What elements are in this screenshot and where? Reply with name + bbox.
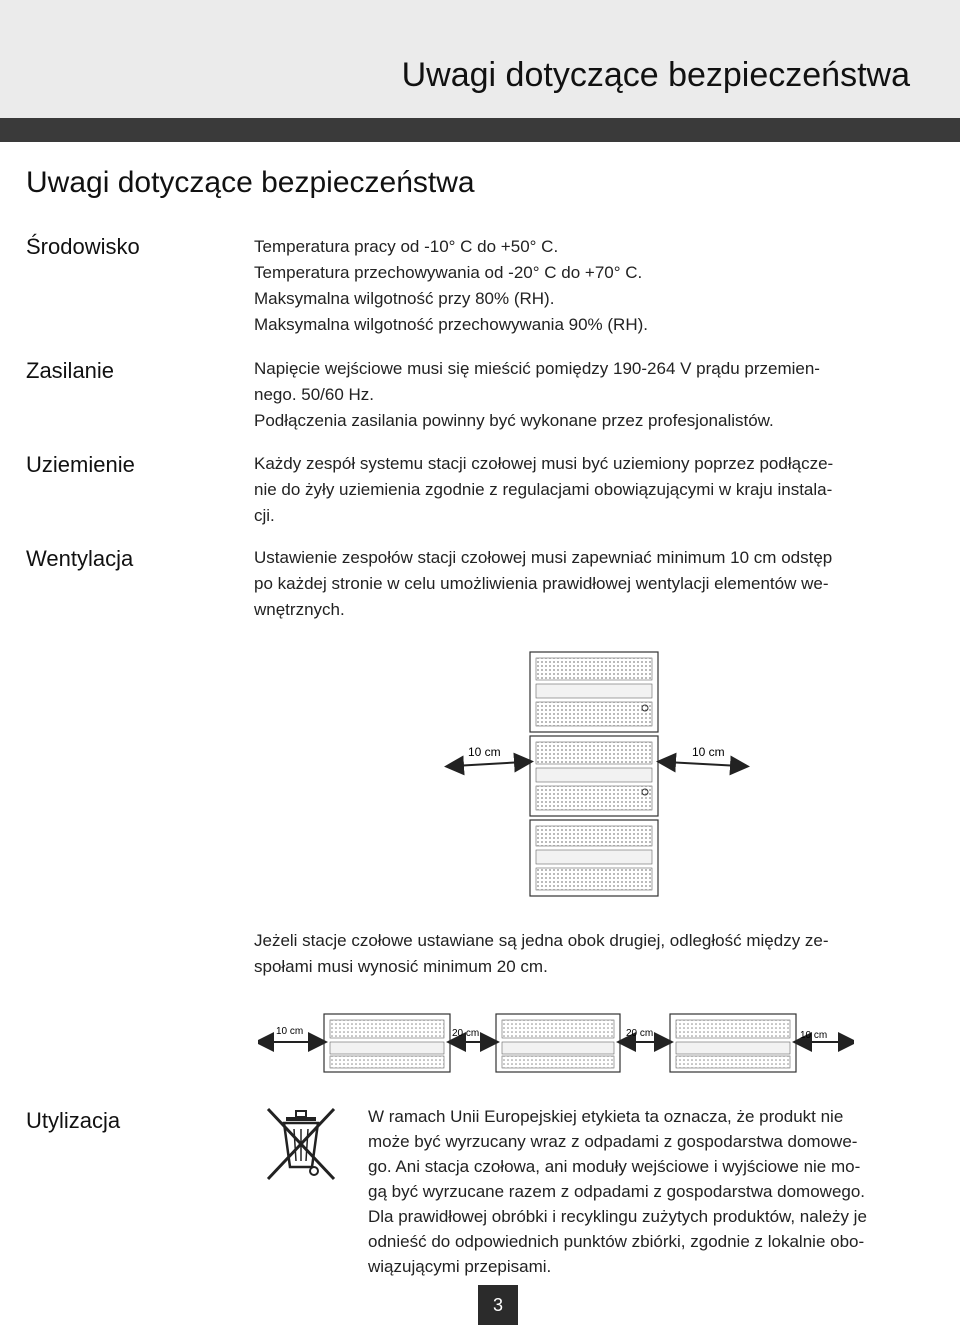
page-heading: Uwagi dotyczące bezpieczeństwa [26,166,475,199]
text-line: go. Ani stacja czołowa, ani moduły wejściowe i wyjściowe nie mo- [368,1157,861,1176]
header-band [0,0,960,118]
text-line: może być wyrzucany wraz z odpadami z gospodarstwa domowe- [368,1132,858,1151]
text-line: wnętrznych. [254,600,345,619]
unit-drawing [496,1014,620,1072]
clearance-label: 20 cm [626,1028,654,1039]
text-line: Napięcie wejściowe musi się mieścić pomiędzy 190-264 V prądu przemien- [254,359,820,378]
text-line: Temperatura pracy od -10° C do +50° C. [254,237,559,256]
section-text-wentylacja [254,545,926,623]
header-bar [0,118,960,142]
text-line: nie do żyły uziemienia zgodnie z regulacjami obowiązującymi w kraju instala- [254,480,833,499]
text-line: wiązującymi przepisami. [368,1257,552,1276]
unit-drawing [530,736,658,816]
section-label-wentylacja: Wentylacja [26,546,134,571]
section-text-zasilanie [254,356,926,434]
clearance-label: 10 cm [800,1030,828,1041]
section-text-utylizacja [368,1104,928,1279]
left-clearance-label: 10 cm [468,745,501,759]
right-clearance-arrow [666,762,740,766]
unit-drawing [530,652,658,732]
clearance-label: 20 cm [452,1028,480,1039]
text-line: społami musi wynosić minimum 20 cm. [254,957,548,976]
text-line: Dla prawidłowej obróbki i recyklingu zużytych produktów, należy je [368,1207,867,1226]
weee-crossed-bin-icon [262,1105,342,1185]
section-label-uziemienie: Uziemienie [26,452,135,477]
stacked-units-figure [440,648,750,900]
text-line: Maksymalna wilgotność przechowywania 90% (RH). [254,315,648,334]
clearance-label: 10 cm [276,1026,304,1037]
text-line: Każdy zespół systemu stacji czołowej musi być uziemiony poprzez podłącze- [254,454,834,473]
section-label-utylizacja: Utylizacja [26,1108,121,1133]
unit-drawing [324,1014,450,1072]
side-by-side-units-figure [258,1010,854,1076]
header-title: Uwagi dotyczące bezpieczeństwa [401,56,910,94]
text-line: Maksymalna wilgotność przy 80% (RH). [254,289,555,308]
text-line: Podłączenia zasilania powinny być wykonane przez profesjonalistów. [254,411,774,430]
text-line: Jeżeli stacje czołowe ustawiane są jedna obok drugiej, odległość między ze- [254,931,829,950]
unit-drawing [530,820,658,896]
text-line: W ramach Unii Europejskiej etykieta ta oznacza, że produkt nie [368,1107,844,1126]
section-text-srodowisko [254,234,926,338]
side-by-side-text [254,928,926,980]
text-line: cji. [254,506,275,525]
right-clearance-label: 10 cm [692,745,725,759]
text-line: Ustawienie zespołów stacji czołowej musi zapewniać minimum 10 cm odstęp [254,548,833,567]
section-label-zasilanie: Zasilanie [26,358,115,383]
section-text-uziemienie [254,451,926,529]
text-line: Temperatura przechowywania od -20° C do +70° C. [254,263,643,282]
text-line: po każdej stronie w celu umożliwienia prawidłowej wentylacji elementów we- [254,574,829,593]
text-line: gą być wyrzucane razem z odpadami z gospodarstwa domowego. [368,1182,866,1201]
page-number: 3 [478,1285,518,1325]
text-line: odnieść do odpowiednich punktów zbiórki, zgodnie z lokalnie obo- [368,1232,865,1251]
unit-drawing [670,1014,796,1072]
left-clearance-arrow [454,762,524,766]
text-line: nego. 50/60 Hz. [254,385,375,404]
section-label-srodowisko: Środowisko [26,234,140,259]
